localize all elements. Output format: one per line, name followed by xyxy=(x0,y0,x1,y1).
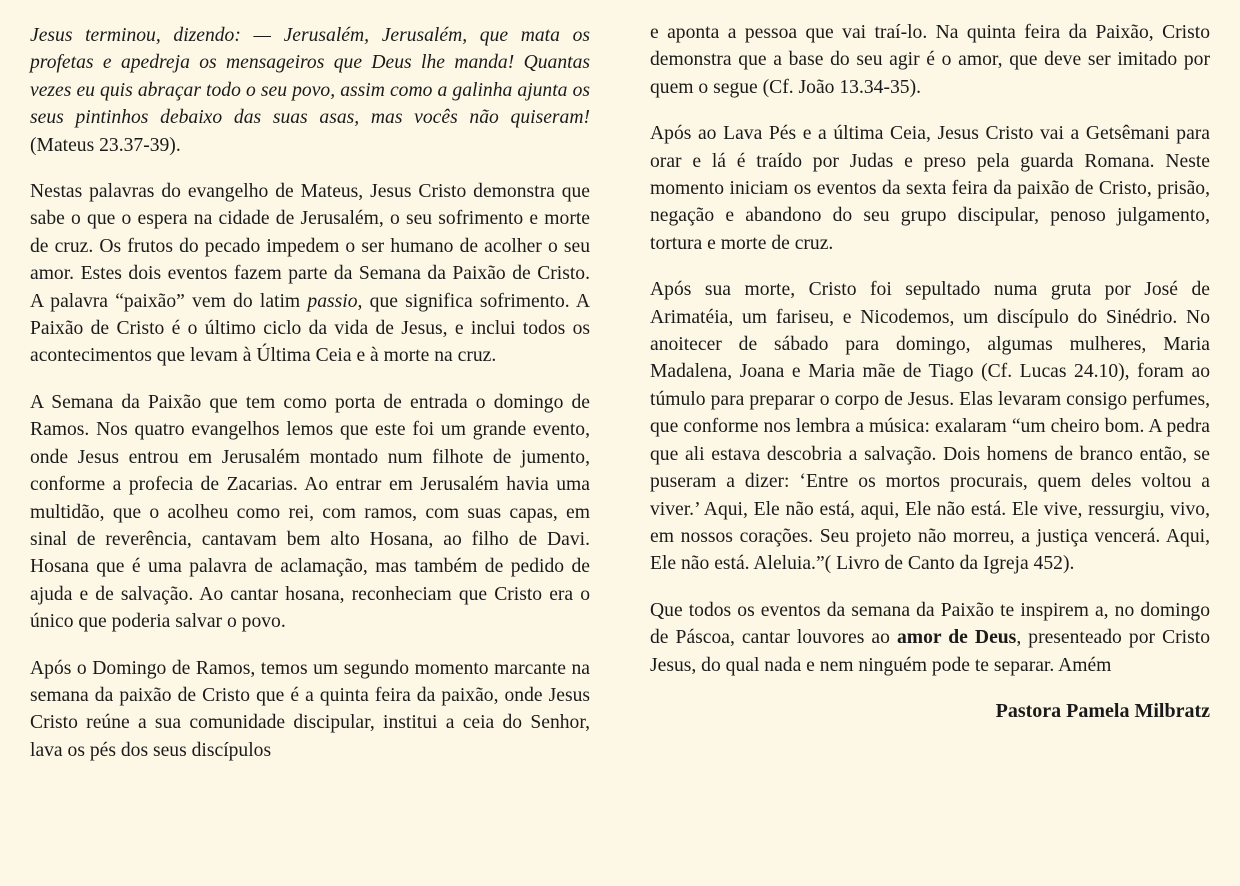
paragraph-continuation: e aponta a pessoa que vai traí-lo. Na quinta feira da Paixão, Cristo demonstra que a base do seu agir é o amor, que deve ser imitado por quem o segue (Cf. João 13.34-35). xyxy=(650,22,1210,98)
author-signature: Pastora Pamela Milbratz xyxy=(995,699,1210,722)
bold-phrase: amor de Deus xyxy=(896,627,1017,649)
paragraph-text: , que significa sofrimento. A Paixão de Cristo é o último ciclo da vida de Jesus, e inclui todos os acontecimentos que levam à Última Ceia e à morte na cruz. xyxy=(30,290,590,367)
paragraph-mateus xyxy=(30,178,590,370)
paragraph-sepultamento: Após sua morte, Cristo foi sepultado numa gruta por José de Arimatéia, um fariseu, e Nicodemos, um discípulo do Sinédrio. No anoitecer de sábado para domingo, algumas mulheres, Maria Madalena, Joana e Maria mãe de Tiago (Cf. Lucas 24.10), foram ao túmulo para preparar o corpo de Jesus. Elas levaram consigo perfumes, que conforme nos lembra a música: exalaram “um cheiro bom. A pedra que ali estava descobria a salvação. Dois homens de branco então, se puseram a dizer: ‘Entre os mortos procurais, quem deles voltou a viver.’ Aqui, Ele não está, aqui, Ele não está. Ele vive, ressurgiu, vivo, em nossos corações. Seu projeto não morreu, a justiça vencerá. Aqui, Ele não está. Aleluia.”( Livro de Canto da Igreja 452). xyxy=(650,279,1210,575)
paragraph-quote xyxy=(30,22,590,159)
left-column xyxy=(30,22,590,783)
quote-text: Jesus terminou, dizendo: — Jerusalém, Jerusalém, que mata os profetas e apedreja os mensageiros que Deus lhe manda! Quantas vezes eu quis abraçar todo o seu povo, assim como a galinha ajunta os seus pintinhos debaixo das suas asas, mas vocês não quiseram! xyxy=(30,25,590,129)
paragraph-text: Nestas palavras do evangelho de Mateus, Jesus Cristo demonstra que sabe o que o espera na cidade de Jerusalém, o seu sofrimento e morte de cruz. Os frutos do pecado impedem o ser humano de acolher o seu amor. Estes dois eventos fazem parte da Semana da Paixão de Cristo. A palavra “paixão” vem do latim xyxy=(30,181,590,312)
paragraph-text: , presenteado por Cristo Jesus, do qual nada e nem ninguém pode te separar. Amém xyxy=(650,627,1210,676)
latin-word: passio xyxy=(307,290,358,312)
quote-reference: (Mateus 23.37-39). xyxy=(30,134,181,156)
paragraph-quinta-feira: Após o Domingo de Ramos, temos um segundo momento marcante na semana da paixão de Cristo que é a quinta feira da paixão, onde Jesus Cristo reúne a sua comunidade discipular, institui a ceia do Senhor, lava os pés dos seus discípulos xyxy=(30,657,590,761)
paragraph-ramos: A Semana da Paixão que tem como porta de entrada o domingo de Ramos. Nos quatro evangelhos lemos que este foi um grande evento, onde Jesus entrou em Jerusalém montado num filhote de jumento, conforme a profecia de Zacarias. Ao entrar em Jerusalém havia uma multidão, que o acolheu como rei, com ramos, com suas capas, em sinal de reverência, cantavam bem alto Hosana, ao filho de Davi. Hosana que é uma palavra de aclamação, mas também de pedido de ajuda e de salvação. Ao cantar hosana, reconheciam que Cristo era o único que poderia salvar o povo. xyxy=(30,391,590,633)
paragraph-text: Que todos os eventos da semana da Paixão te inspirem a, no domingo de Páscoa, cantar louvores ao xyxy=(650,599,1210,649)
paragraph-getsemani: Após ao Lava Pés e a última Ceia, Jesus Cristo vai a Getsêmani para orar e lá é traído por Judas e preso pela guarda Romana. Neste momento iniciam os eventos da sexta feira da paixão de Cristo, prisão, negação e abandono do seu grupo discipular, penoso julgamento, tortura e morte de cruz. xyxy=(650,123,1210,254)
right-column xyxy=(650,22,1210,725)
paragraph-conclusion xyxy=(650,597,1210,679)
